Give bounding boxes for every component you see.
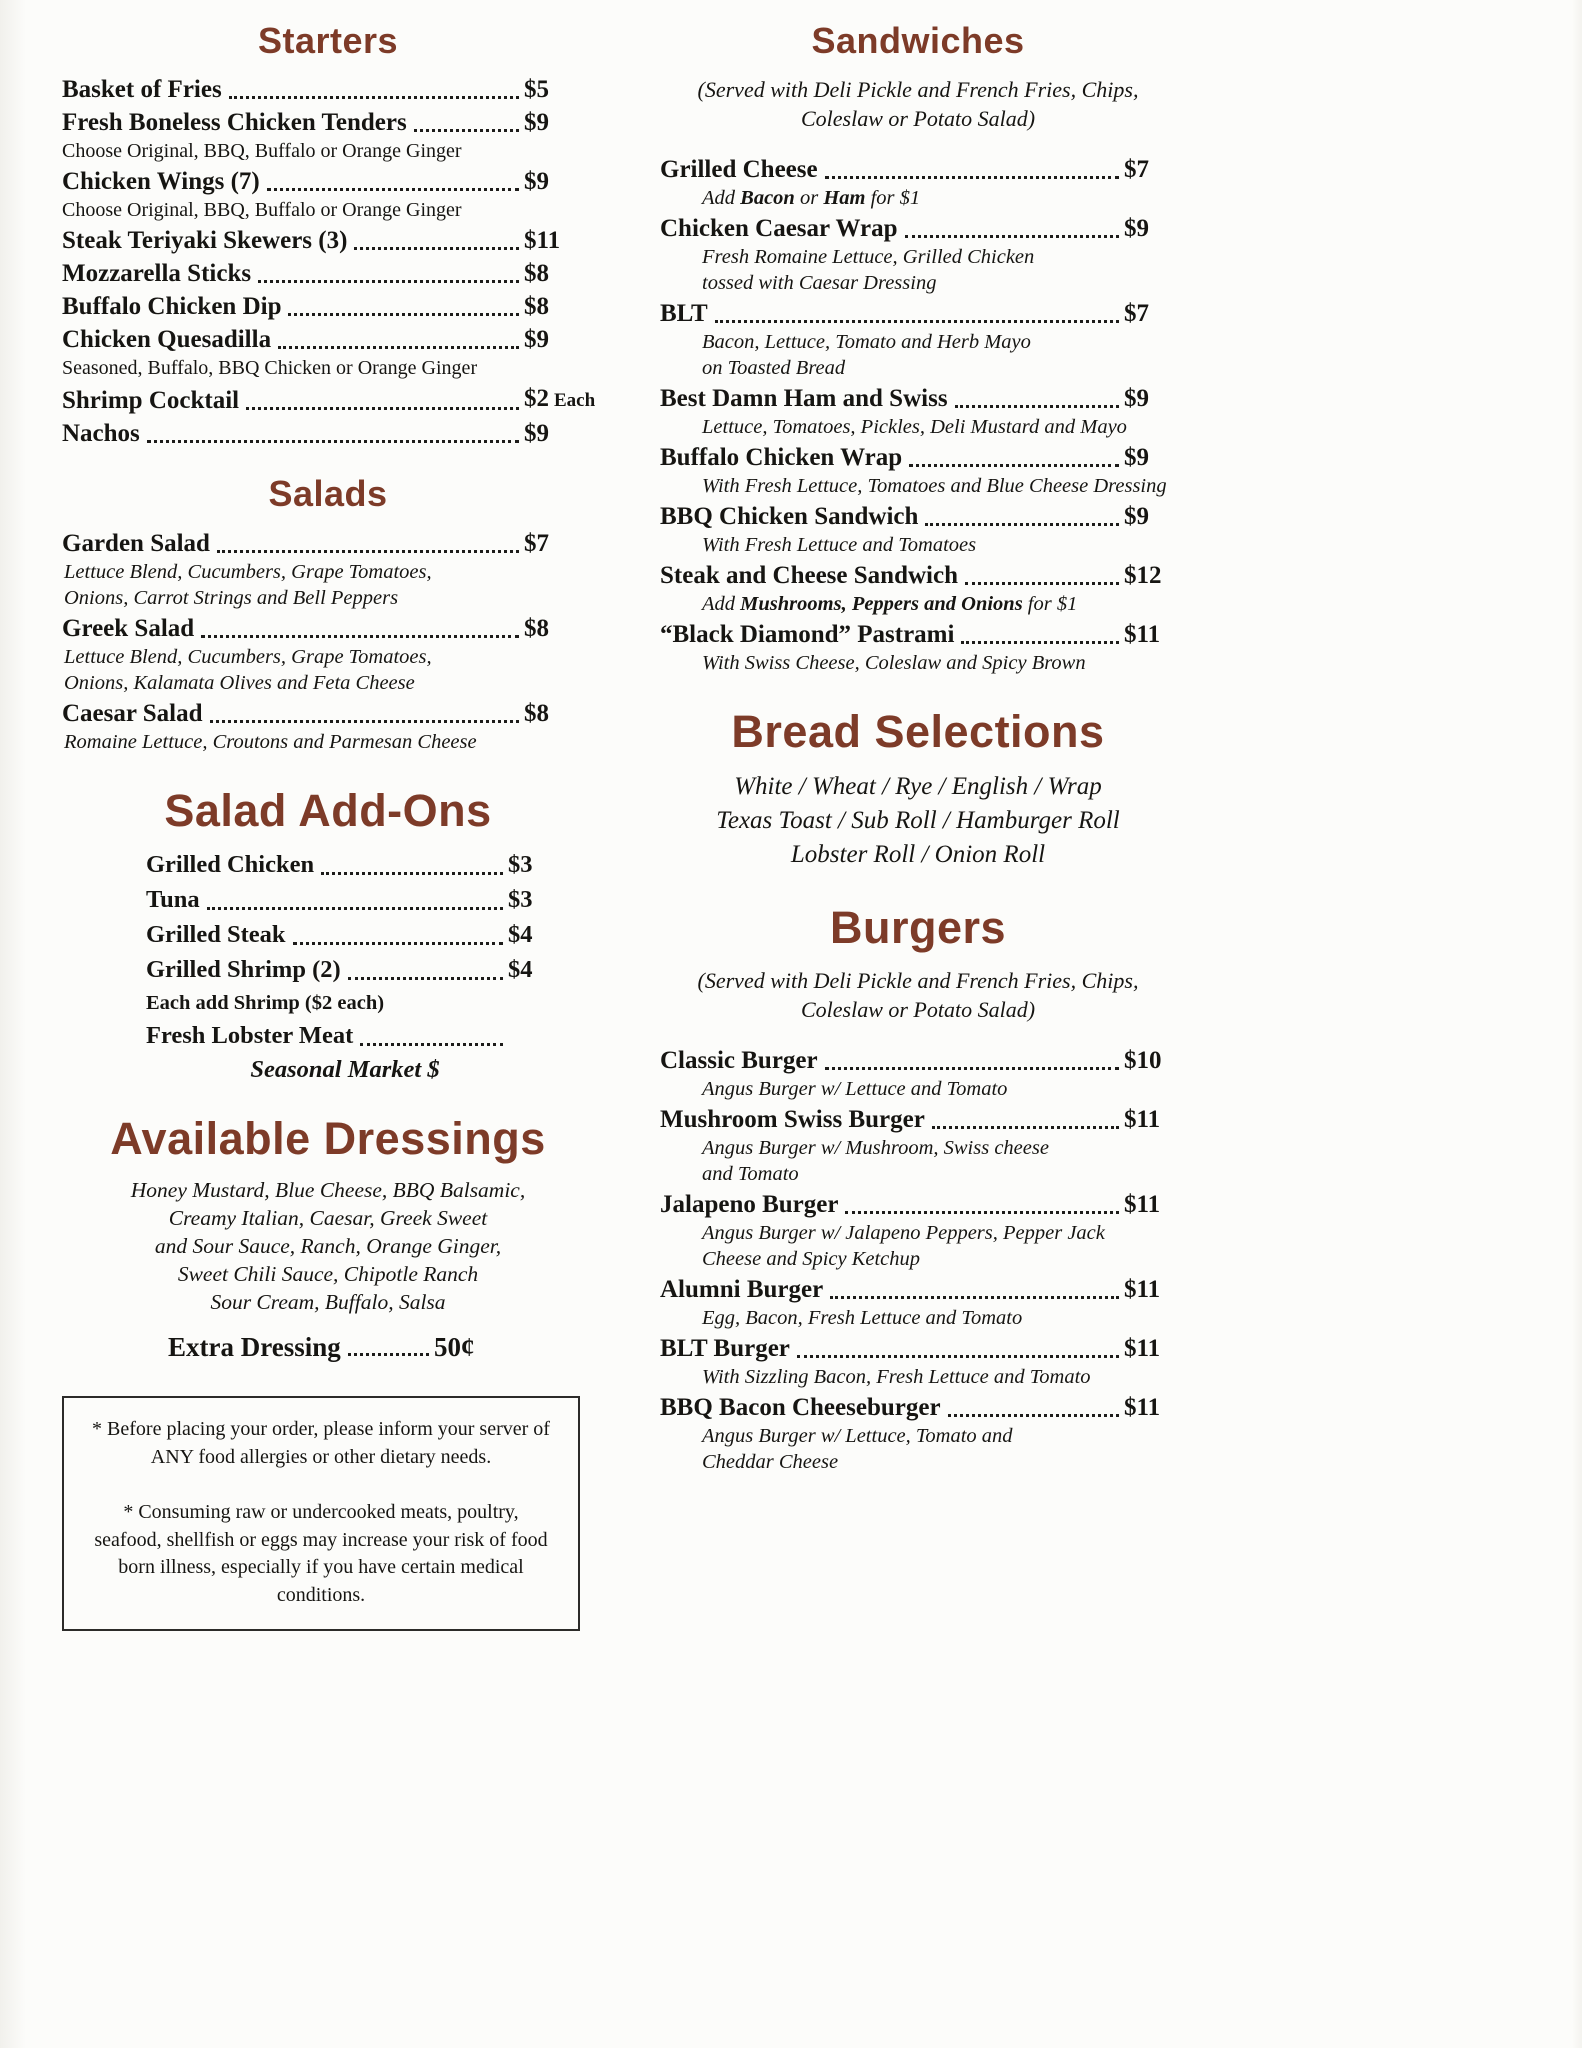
item-name: Fresh Lobster Meat [146,1021,354,1049]
menu-item [62,384,594,416]
dot-leader [278,346,519,349]
item-price: $2 Each [524,385,596,413]
item-price: $11 [1124,1393,1161,1421]
item-name: BLT Burger [660,1334,790,1362]
menu-note-line: Each add Shrimp ($2 each) [146,991,385,1014]
item-name: Basket of Fries [62,76,222,104]
menu-item [660,384,1176,440]
item-row [62,292,594,322]
menu-item [62,167,594,223]
item-price: $11 [524,227,561,255]
item-name: Greek Salad [62,614,195,642]
item-description: Seasonal Market $ [250,1055,440,1083]
menu-item [62,108,594,164]
dot-leader [825,176,1119,179]
item-price: $3 [508,885,533,913]
section-note: White / Wheat / Rye / English / Wrap Texas Toast / Sub Roll / Hamburger Roll Lobster Roll / Onion Roll [716,773,1120,869]
menu-item [660,1275,1176,1331]
item-name: Chicken Quesadilla [62,326,272,354]
item-price: $9 [524,326,549,354]
menu-item [62,419,594,449]
item-list [660,1046,1176,1475]
menu-item [660,155,1176,211]
item-price: $11 [1124,1334,1161,1362]
menu-item [146,1020,544,1083]
item-price: $9 [1124,215,1149,243]
item-row [62,167,594,197]
dot-leader [229,96,519,99]
item-row [62,384,594,416]
item-name: Grilled Shrimp (2) [146,955,341,983]
menu-item [660,1190,1176,1272]
item-row [146,919,544,951]
item-name: Extra Dressing [168,1332,341,1363]
item-description: Lettuce, Tomatoes, Pickles, Deli Mustard and Mayo [702,416,1127,439]
dot-leader [246,407,519,410]
item-description: Angus Burger w/ Jalapeno Peppers, Pepper Jack Cheese and Spicy Ketchup [702,1221,1105,1270]
section-title: Sandwiches [811,20,1025,61]
menu-column-left [62,20,594,1631]
item-row [660,1046,1176,1076]
item-name: Grilled Chicken [146,850,315,878]
dot-leader [825,1067,1119,1070]
item-row [660,561,1176,591]
item-row [62,108,594,138]
item-description: Bacon, Lettuce, Tomato and Herb Mayo on Toasted Bread [702,331,1031,380]
item-price: $9 [1124,503,1149,531]
item-row [146,1020,544,1052]
item-name: Mushroom Swiss Burger [660,1105,925,1133]
dot-leader [414,129,519,132]
item-name: BLT [660,300,708,328]
menu-section-salad-add-ons [62,785,594,1083]
dot-leader [354,247,519,250]
item-description: Seasoned, Buffalo, BBQ Chicken or Orange Ginger [62,357,478,380]
item-name: Chicken Caesar Wrap [660,215,898,243]
item-price: $5 [524,76,549,104]
item-price: $9 [524,109,549,137]
dot-leader [348,977,503,980]
item-description: With Sizzling Bacon, Fresh Lettuce and Tomato [702,1365,1091,1388]
item-row [660,502,1176,532]
disclaimer-paragraph: * Consuming raw or undercooked meats, poultry, seafood, shellfish or eggs may increase your risk of food born illness, especially if you have certain medical conditions. [94,1501,548,1606]
menu-item [660,561,1176,617]
item-name: Classic Burger [660,1046,818,1074]
menu-section-starters [62,20,594,449]
dot-leader [830,1296,1119,1299]
item-name: Caesar Salad [62,699,203,727]
item-list [62,529,594,755]
item-description: Fresh Romaine Lettuce, Grilled Chicken tossed with Caesar Dressing [702,246,1035,295]
dot-leader [207,907,503,910]
item-description: Choose Original, BBQ, Buffalo or Orange Ginger [62,140,462,163]
dot-leader [348,1353,429,1356]
item-list [660,155,1176,676]
item-name: Grilled Cheese [660,156,818,184]
dot-leader [715,320,1119,323]
item-description: Lettuce Blend, Cucumbers, Grape Tomatoes, Onions, Kalamata Olives and Feta Cheese [64,645,432,694]
section-title: Salad Add-Ons [164,784,492,836]
dot-leader [909,464,1119,467]
menu-item [660,620,1176,676]
item-name: Best Damn Ham and Swiss [660,385,948,413]
item-description: Choose Original, BBQ, Buffalo or Orange Ginger [62,199,462,222]
item-price: $12 [1124,562,1162,590]
item-row [660,1190,1176,1220]
item-price: $7 [1124,300,1149,328]
menu-item [146,884,544,916]
item-price: 50¢ [434,1332,475,1363]
item-price: $8 [524,293,549,321]
item-price: $9 [524,168,549,196]
item-row [62,75,594,105]
menu-item [62,614,594,696]
item-price: $4 [508,920,533,948]
item-name: Buffalo Chicken Dip [62,293,282,321]
item-name: BBQ Bacon Cheeseburger [660,1393,941,1421]
section-title: Bread Selections [731,706,1105,758]
item-price: $11 [1124,1190,1161,1218]
dot-leader [925,523,1119,526]
item-row [660,214,1176,244]
price-note: Each [554,390,596,412]
dot-leader [845,1211,1119,1214]
item-price: $3 [508,850,533,878]
menu-item [660,502,1176,558]
menu-item [62,292,594,322]
menu-item [62,259,594,289]
item-row [62,226,594,256]
dot-leader [267,188,519,191]
menu-item [660,1105,1176,1187]
item-description: With Fresh Lettuce, Tomatoes and Blue Cheese Dressing [702,475,1167,498]
item-row [146,954,544,986]
dot-leader [321,872,503,875]
menu-item [168,1332,488,1362]
menu-section-available-dressings [62,1113,594,1363]
item-price: $8 [524,260,549,288]
item-row [660,384,1176,414]
item-row [62,419,594,449]
item-row [168,1332,488,1362]
item-row [660,155,1176,185]
menu-item [62,325,594,381]
menu-item [146,849,544,881]
item-name: Garden Salad [62,529,210,557]
menu-item [62,529,594,611]
item-row [660,1334,1176,1364]
item-price: $7 [524,529,549,557]
item-row [62,614,594,644]
item-description: With Fresh Lettuce and Tomatoes [702,534,977,557]
dot-leader [961,641,1119,644]
item-price: $10 [1124,1046,1162,1074]
menu-item [146,954,544,986]
dot-leader [217,550,519,553]
item-row [660,299,1176,329]
disclaimer-box [62,1396,580,1631]
section-note: (Served with Deli Pickle and French Fries, Chips, Coleslaw or Potato Salad) [697,967,1139,1022]
item-row [660,1393,1176,1423]
item-description: Angus Burger w/ Lettuce, Tomato and Cheddar Cheese [702,1424,1013,1473]
item-row [660,620,1176,650]
item-description: With Swiss Cheese, Coleslaw and Spicy Brown [702,652,1086,675]
dot-leader [293,942,503,945]
dot-leader [147,440,519,443]
item-description: Egg, Bacon, Fresh Lettuce and Tomato [702,1306,1023,1329]
item-name: Fresh Boneless Chicken Tenders [62,109,407,137]
dot-leader [965,582,1119,585]
item-price: $9 [1124,385,1149,413]
menu-item [62,75,594,105]
item-row [62,259,594,289]
item-price: $11 [1124,621,1161,649]
item-list [146,849,544,1083]
dot-leader [948,1414,1119,1417]
item-row [660,443,1176,473]
menu-item [146,919,544,951]
item-name: BBQ Chicken Sandwich [660,503,919,531]
item-name: Jalapeno Burger [660,1190,839,1218]
menu-item [660,299,1176,381]
item-row [62,325,594,355]
menu-section-bread-selections [660,706,1176,872]
item-name: Shrimp Cocktail [62,387,240,415]
item-price: $7 [1124,156,1149,184]
menu-section-sandwiches [660,20,1176,676]
item-description: Angus Burger w/ Lettuce and Tomato [702,1077,1008,1100]
item-name: Buffalo Chicken Wrap [660,444,903,472]
item-name: Alumni Burger [660,1275,824,1303]
disclaimer-paragraph: * Before placing your order, please inform your server of ANY food allergies or other dietary needs. [92,1418,550,1468]
section-title: Salads [268,473,388,515]
section-title: Starters [257,20,399,61]
item-name: Steak and Cheese Sandwich [660,562,958,590]
item-name: Mozzarella Sticks [62,260,252,288]
dot-leader [905,235,1119,238]
item-price: $9 [1124,444,1149,472]
menu-item [660,443,1176,499]
item-price: $8 [524,699,549,727]
dot-leader [210,720,519,723]
item-row [62,529,594,559]
dot-leader [955,405,1119,408]
section-note: (Served with Deli Pickle and French Fries, Chips, Coleslaw or Potato Salad) [697,77,1139,132]
item-row [660,1275,1176,1305]
section-title: Burgers [829,902,1007,954]
item-price: $11 [1124,1105,1161,1133]
item-name: Steak Teriyaki Skewers (3) [62,227,348,255]
dot-leader [360,1043,503,1046]
item-name: Chicken Wings (7) [62,168,260,196]
item-description: Add Bacon or Ham for $1 [702,187,921,210]
dot-leader [258,280,519,283]
item-name: Tuna [146,885,200,913]
item-list [62,1332,594,1362]
item-row [146,849,544,881]
item-row [146,884,544,916]
menu-item [62,699,594,755]
item-description: Romaine Lettuce, Croutons and Parmesan Cheese [64,730,477,753]
menu-section-burgers [660,902,1176,1475]
item-row [62,699,594,729]
menu-item [660,1393,1176,1475]
dot-leader [932,1126,1119,1129]
item-price: $4 [508,955,533,983]
menu-section-salads [62,473,594,754]
dot-leader [201,635,519,638]
item-price: $11 [1124,1275,1161,1303]
section-title: Available Dressings [110,1112,546,1164]
item-name: Grilled Steak [146,920,286,948]
menu-item [660,1046,1176,1102]
item-list [62,75,594,449]
dot-leader [797,1355,1119,1358]
item-row [660,1105,1176,1135]
dot-leader [288,313,519,316]
item-description: Lettuce Blend, Cucumbers, Grape Tomatoes, Onions, Carrot Strings and Bell Peppers [64,560,432,609]
item-price: $9 [524,420,549,448]
item-description: Add Mushrooms, Peppers and Onions for $1 [702,593,1078,616]
item-description: Angus Burger w/ Mushroom, Swiss cheese and Tomato [702,1136,1049,1185]
item-name: “Black Diamond” Pastrami [660,621,955,649]
item-name: Nachos [62,420,140,448]
menu-item [660,1334,1176,1390]
menu-item [62,226,594,256]
menu-item [660,214,1176,296]
section-note: Honey Mustard, Blue Cheese, BBQ Balsamic, Creamy Italian, Caesar, Greek Sweet and Sour Sauce, Ranch, Orange Ginger, Sweet Chili Sauce, Chipotle Ranch Sour Cream, Buffalo, Salsa [130,1178,526,1315]
item-price: $8 [524,614,549,642]
menu-column-right [660,20,1176,1499]
